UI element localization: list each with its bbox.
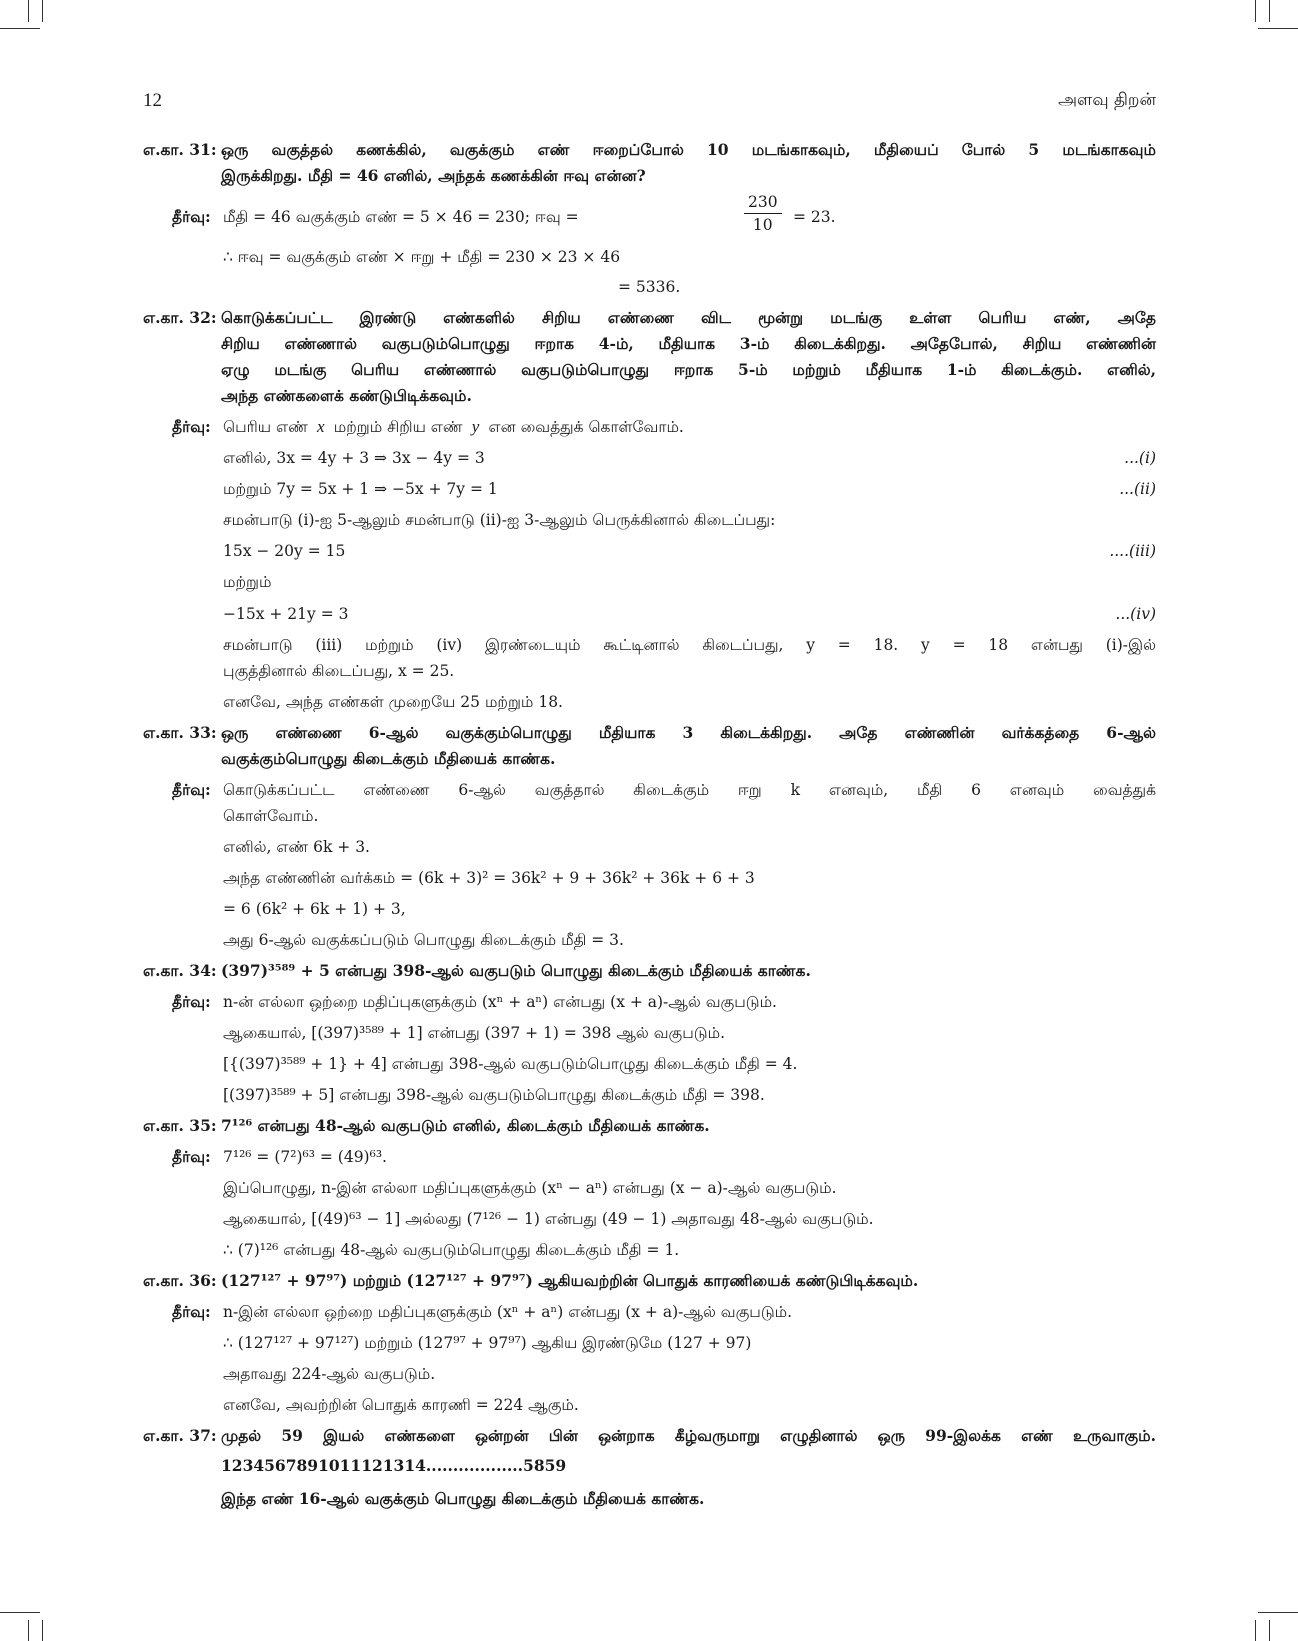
crop-mark [42,1620,43,1641]
solution-line: புகுத்தினால் கிடைப்பது, x = 25. [223,662,455,680]
question-line: 7¹²⁶ என்பது 48-ஆல் வகுபடும் எனில், கிடைக்கும் மீதியைக் காண்க. [221,1116,710,1135]
equation-ref: ....(iii) [1109,542,1156,560]
solution-line: n-ன் எல்லா ஒற்றை மதிப்புகளுக்கும் (xⁿ + aⁿ) என்பது (x + a)-ஆல் வகுபடும். [223,993,777,1011]
question-line: (127¹²⁷ + 97⁹⁷) மற்றும் (127¹²⁷ + 97⁹⁷) ஆகியவற்றின் பொதுக் காரணியைக் கண்டுபிடிக்கவும். [221,1271,919,1290]
question-line: இந்த எண் 16-ஆல் வகுக்கும் பொழுது கிடைக்கும் மீதியைக் காண்க. [221,1489,705,1508]
example-label: எ.கா. 37: [143,1426,217,1445]
example-label: எ.கா. 34: [143,961,217,980]
example-label: எ.கா. 33: [143,723,217,742]
question-line: (397)³⁵⁸⁹ + 5 என்பது 398-ஆல் வகுபடும் பொழுது கிடைக்கும் மீதியைக் காண்க. [221,961,811,980]
question-line: சிறிய எண்ணால் வகுபடும்பொழுது ஈறாக 4-ம், மீதியாக 3-ம் கிடைக்கிறது. அதேபோல், சிறிய எண்ணின் [221,334,1156,353]
question-line: அந்த எண்களைக் கண்டுபிடிக்கவும். [221,386,472,405]
solution-line: இப்பொழுது, n-இன் எல்லா மதிப்புகளுக்கும் (xⁿ − aⁿ) என்பது (x − a)-ஆல் வகுபடும். [223,1179,837,1197]
solution-label: தீர்வு: [172,992,211,1011]
question-line: ஒரு வகுத்தல் கணக்கில், வகுக்கும் எண் ஈறைப்போல் 10 மடங்காகவும், மீதியைப் போல் 5 மடங்காகவும் [221,140,1156,159]
solution-line: சமன்பாடு (iii) மற்றும் (iv) இரண்டையும் கூட்டினால் கிடைப்பது, y = 18. y = 18 என்பது (i)-இல் [223,636,1156,654]
question-line: ஏழு மடங்கு பெரிய எண்ணால் வகுபடும்பொழுது ஈறாக 5-ம் மற்றும் மீதியாக 1-ம் கிடைக்கும். எனில், [221,360,1156,379]
solution-label: தீர்வு: [172,417,211,436]
solution-line-end: = 23. [793,208,836,226]
variable-y: y [467,417,484,436]
example-label: எ.கா. 31: [143,140,217,159]
crop-mark [1255,0,1256,22]
equation: எனில், 3x = 4y + 3 ⇒ 3x − 4y = 3 [223,449,485,467]
solution-text: மற்றும் சிறிய எண் [333,418,463,436]
crop-mark [28,1620,29,1641]
solution-line: அதாவது 224-ஆல் வகுபடும். [223,1365,436,1383]
solution-line: எனவே, அவற்றின் பொதுக் காரணி = 224 ஆகும். [223,1396,579,1414]
solution-line: ∴ (127¹²⁷ + 97¹²⁷) மற்றும் (127⁹⁷ + 97⁹⁷) ஆகிய இரண்டுமே (127 + 97) [223,1334,752,1352]
digit-sequence: 1234567891011121314..................5859 [221,1456,567,1475]
crop-mark [1269,1620,1270,1641]
solution-label: தீர்வு: [172,780,211,799]
crop-mark [42,0,43,22]
solution-line: மீதி = 46 வகுக்கும் எண் = 5 × 46 = 230; ஈவு = [223,208,579,226]
solution-line: அது 6-ஆல் வகுக்கப்படும் பொழுது கிடைக்கும் மீதி = 3. [223,931,624,949]
solution-line: [{(397)³⁵⁸⁹ + 1} + 4] என்பது 398-ஆல் வகுபடும்பொழுது கிடைக்கும் மீதி = 4. [223,1055,798,1073]
equation: 15x − 20y = 15 [223,542,346,560]
solution-line: எனவே, அந்த எண்கள் முறையே 25 மற்றும் 18. [223,693,563,711]
solution-line: = 6 (6k² + 6k + 1) + 3, [223,900,406,918]
equation: −15x + 21y = 3 [223,605,349,623]
solution-text: என வைத்துக் கொள்வோம். [488,418,684,436]
solution-line: கொடுக்கப்பட்ட எண்ணை 6-ஆல் வகுத்தால் கிடைக்கும் ஈறு k எனவும், மீதி 6 எனவும் வைத்துக் [223,781,1156,799]
fraction-numerator: 230 [744,193,782,214]
crop-mark [28,0,29,22]
equation-ref: ...(iv) [1115,605,1156,623]
solution-line: கொள்வோம். [223,807,319,825]
running-title: அளவு திறன் [1058,90,1156,110]
example-label: எ.கா. 32: [143,308,217,327]
question-line: இருக்கிறது. மீதி = 46 எனில், அந்தக் கணக்கின் ஈவு என்ன? [221,166,646,185]
crop-mark [1255,1620,1256,1641]
solution-text: பெரிய எண் [223,418,308,436]
question-line: ஒரு எண்ணை 6-ஆல் வகுக்கும்பொழுது மீதியாக 3 கிடைக்கிறது. அதே எண்ணின் வர்க்கத்தை 6-ஆல் [221,723,1156,742]
solution-line: எனில், எண் 6k + 3. [223,838,370,856]
solution-line: 7¹²⁶ = (7²)⁶³ = (49)⁶³. [223,1148,387,1166]
variable-x: x [312,417,329,436]
solution-label: தீர்வு: [172,1302,211,1321]
crop-mark [0,28,40,29]
solution-line: [(397)³⁵⁸⁹ + 5] என்பது 398-ஆல் வகுபடும்பொழுது கிடைக்கும் மீதி = 398. [223,1086,765,1104]
question-line: கொடுக்கப்பட்ட இரண்டு எண்களில் சிறிய எண்ணை விட மூன்று மடங்கு உள்ள பெரிய எண், அதே [221,308,1156,327]
fraction-denominator: 10 [752,216,773,234]
solution-line: ∴ (7)¹²⁶ என்பது 48-ஆல் வகுபடும்பொழுது கிடைக்கும் மீதி = 1. [223,1241,680,1259]
crop-mark [1269,0,1270,22]
solution-line: ஆகையால், [(49)⁶³ − 1] அல்லது (7¹²⁶ − 1) என்பது (49 − 1) அதாவது 48-ஆல் வகுபடும். [223,1210,874,1228]
question-line: வகுக்கும்பொழுது கிடைக்கும் மீதியைக் காண்க. [221,749,556,768]
solution-label: தீர்வு: [172,207,211,226]
page-number: 12 [143,90,162,111]
crop-mark [1258,1612,1298,1613]
solution-line: சமன்பாடு (i)-ஐ 5-ஆலும் சமன்பாடு (ii)-ஐ 3-ஆலும் பெருக்கினால் கிடைப்பது: [223,511,776,529]
solution-line: ஆகையால், [(397)³⁵⁸⁹ + 1] என்பது (397 + 1) = 398 ஆல் வகுபடும். [223,1024,725,1042]
solution-line: n-இன் எல்லா ஒற்றை மதிப்புகளுக்கும் (xⁿ + aⁿ) என்பது (x + a)-ஆல் வகுபடும். [223,1303,793,1321]
solution-line: = 5336. [618,278,681,296]
crop-mark [1258,28,1298,29]
equation-ref: ...(i) [1124,449,1156,467]
solution-line: மற்றும் [223,573,272,591]
crop-mark [0,1612,40,1613]
equation-ref: ...(ii) [1119,480,1156,498]
example-label: எ.கா. 36: [143,1271,217,1290]
solution-line: ∴ ஈவு = வகுக்கும் எண் × ஈறு + மீதி = 230 × 23 × 46 [223,248,621,266]
question-line: முதல் 59 இயல் எண்களை ஒன்றன் பின் ஒன்றாக கீழ்வருமாறு எழுதினால் ஒரு 99-இலக்க எண் உருவாகும். [221,1426,1156,1445]
equation: மற்றும் 7y = 5x + 1 ⇒ −5x + 7y = 1 [223,480,498,498]
example-label: எ.கா. 35: [143,1116,217,1135]
solution-label: தீர்வு: [172,1147,211,1166]
fraction [744,193,782,234]
solution-line: அந்த எண்ணின் வர்க்கம் = (6k + 3)² = 36k² + 9 + 36k² + 36k + 6 + 3 [223,869,755,887]
